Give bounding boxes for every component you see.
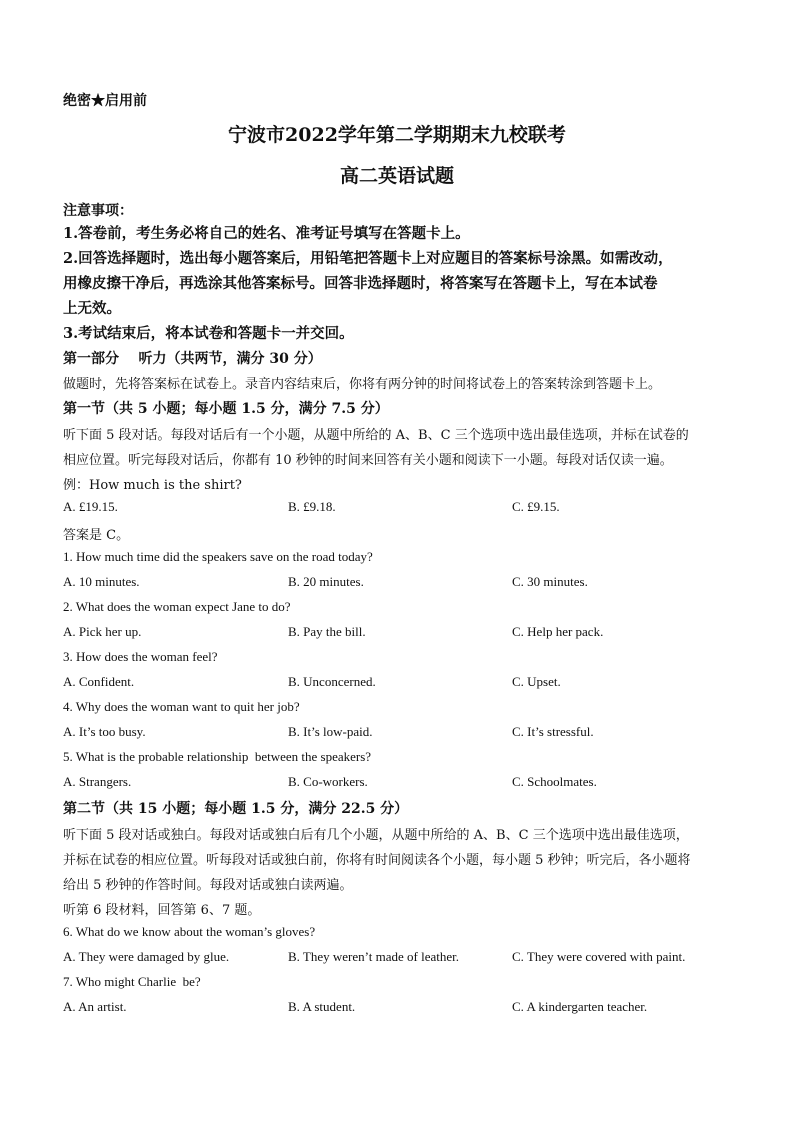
q7-option-c: C. A kindergarten teacher.	[512, 999, 648, 1014]
q1-option-b: B. 20 minutes.	[288, 574, 364, 589]
q5-option-b: B. Co-workers.	[288, 774, 368, 789]
q2-option-a: A. Pick her up.	[63, 624, 142, 639]
section2-instruction-line-1: 听下面 5 段对话或独白。每段对话或独白后有几个小题，从题中所给的 A、B、C 三个选项中选出最佳选项，	[63, 828, 689, 843]
q7-option-b: B. A student.	[288, 999, 356, 1014]
section2-instruction-line-2: 并标在试卷的相应位置。听每段对话或独白前，你将有时间阅读各个小题，每小题 5 秒钟；听完后，各小题将	[63, 853, 691, 868]
example-question: 例：How much is the shirt?	[63, 478, 242, 493]
q5-option-c: C. Schoolmates.	[512, 774, 597, 789]
q5-option-a: A. Strangers.	[63, 774, 132, 789]
notice-item-2-line-3: 上无效。	[63, 300, 121, 317]
question-4: 4. Why does the woman want to quit her job?	[63, 699, 300, 714]
q4-option-a: A. It’s too busy.	[63, 724, 146, 739]
exam-title: 宁波市2022学年第二学期期末九校联考	[228, 124, 566, 146]
exam-subtitle: 高二英语试题	[339, 165, 454, 187]
section1-instruction-line-1: 听下面 5 段对话。每段对话后有一个小题，从题中所给的 A、B、C 三个选项中选出最佳选项，并标在试卷的	[63, 428, 689, 443]
section1-heading: 第一节（共 5 小题；每小题 1.5 分，满分 7.5 分）	[63, 401, 389, 417]
notice-item-2-line-1: 2.回答选择题时，选出每小题答案后，用铅笔把答题卡上对应题目的答案标号涂黑。如需改动，	[63, 250, 673, 267]
notice-heading: 注意事项：	[63, 203, 133, 219]
notice-item-1: 1.答卷前，考生务必将自己的姓名、准考证号填写在答题卡上。	[63, 225, 470, 242]
material-6-note: 听第 6 段材料，回答第 6、7 题。	[63, 903, 261, 918]
example-option-a: A. £19.15.	[63, 499, 118, 514]
q3-option-a: A. Confident.	[63, 674, 135, 689]
question-7: 7. Who might Charlie be?	[63, 974, 201, 989]
section2-heading: 第二节（共 15 小题；每小题 1.5 分，满分 22.5 分）	[63, 801, 409, 817]
part1-instruction: 做题时，先将答案标在试卷上。录音内容结束后，你将有两分钟的时间将试卷上的答案转涂到答题卡上。	[63, 377, 662, 392]
q7-option-a: A. An artist.	[63, 999, 127, 1014]
q6-option-a: A. They were damaged by glue.	[63, 949, 230, 964]
question-2: 2. What does the woman expect Jane to do?	[63, 599, 291, 614]
part1-heading: 第一部分 听力（共两节，满分 30 分）	[63, 351, 322, 367]
notice-item-3: 3.考试结束后，将本试卷和答题卡一并交回。	[63, 325, 354, 342]
section2-instruction-line-3: 给出 5 秒钟的作答时间。每段对话或独白读两遍。	[63, 878, 353, 893]
question-1: 1. How much time did the speakers save on the road today?	[63, 549, 373, 564]
q6-option-c: C. They were covered with paint.	[512, 949, 686, 964]
example-option-c: C. £9.15.	[512, 499, 560, 514]
q3-option-c: C. Upset.	[512, 674, 561, 689]
q4-option-c: C. It’s stressful.	[512, 724, 594, 739]
q6-option-b: B. They weren’t made of leather.	[288, 949, 459, 964]
q4-option-b: B. It’s low-paid.	[288, 724, 373, 739]
q2-option-b: B. Pay the bill.	[288, 624, 366, 639]
question-3: 3. How does the woman feel?	[63, 649, 218, 664]
q2-option-c: C. Help her pack.	[512, 624, 604, 639]
example-answer: 答案是 C。	[63, 528, 130, 543]
q1-option-a: A. 10 minutes.	[63, 574, 140, 589]
section1-instruction-line-2: 相应位置。听完每段对话后，你都有 10 秒钟的时间来回答有关小题和阅读下一小题。每段对话仅读一遍。	[63, 453, 673, 468]
example-option-b: B. £9.18.	[288, 499, 336, 514]
notice-item-2-line-2: 用橡皮擦干净后，再选涂其他答案标号。回答非选择题时，将答案写在答题卡上，写在本试卷	[63, 275, 658, 292]
confidential-label: 绝密★启用前	[63, 93, 147, 109]
question-6: 6. What do we know about the woman’s gloves?	[63, 924, 316, 939]
question-5: 5. What is the probable relationship between the speakers?	[63, 749, 372, 764]
q3-option-b: B. Unconcerned.	[288, 674, 376, 689]
q1-option-c: C. 30 minutes.	[512, 574, 588, 589]
